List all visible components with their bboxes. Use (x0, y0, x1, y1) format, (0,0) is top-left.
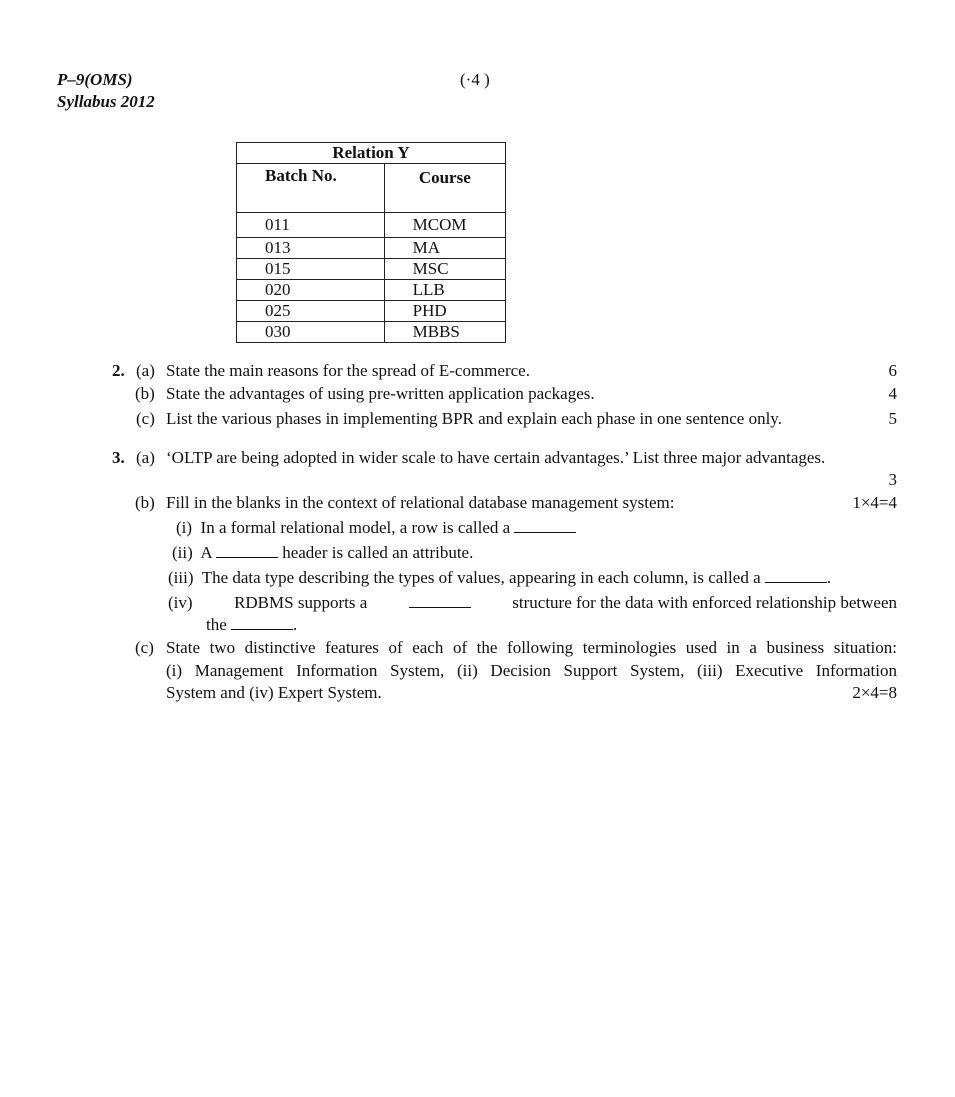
q2b-marks: 4 (888, 384, 897, 403)
question-number: 2. (112, 361, 125, 380)
q3b-label: (b) (135, 493, 155, 512)
batch-no-cell: 011 (237, 213, 385, 238)
q2b-label: (b) (135, 384, 155, 403)
q3c-text-line3: System and (iv) Expert System. (166, 683, 382, 702)
column-header: Course (384, 164, 505, 213)
table-title: Relation Y (237, 143, 506, 164)
batch-no-cell: 020 (237, 280, 385, 301)
q3a-marks: 3 (888, 470, 897, 489)
course-cell: PHD (384, 301, 505, 322)
table-row (237, 259, 506, 280)
q2c-label: (c) (136, 409, 155, 428)
column-header: Batch No. (237, 164, 385, 213)
batch-no-cell: 013 (237, 238, 385, 259)
blank-item: (iv) RDBMS supports a structure for the data with enforced relationship between (168, 593, 897, 612)
batch-no-cell: 025 (237, 301, 385, 322)
page-number: (·4 ) (460, 70, 490, 89)
table-row (237, 213, 506, 238)
blank-item-continued: the . (206, 615, 298, 634)
syllabus-year: Syllabus 2012 (57, 92, 155, 111)
question-number: 3. (112, 448, 125, 467)
course-cell: MCOM (384, 213, 505, 238)
q3c-text-line1: State two distinctive features of each of the following terminologies used in a business situation: (166, 638, 897, 657)
q2a-marks: 6 (888, 361, 897, 380)
blank-item: (ii) A header is called an attribute. (172, 543, 474, 562)
course-cell: LLB (384, 280, 505, 301)
q3c-text-line2: (i) Management Information System, (ii) Decision Support System, (iii) Executive Information (166, 661, 897, 680)
course-cell: MSC (384, 259, 505, 280)
relation-y-table (236, 142, 506, 343)
q2a-label: (a) (136, 361, 155, 380)
blank-item: (iii) The data type describing the types of values, appearing in each column, is called a . (168, 568, 832, 587)
batch-no-cell: 015 (237, 259, 385, 280)
course-cell: MA (384, 238, 505, 259)
q2c-text: List the various phases in implementing BPR and explain each phase in one sentence only. (166, 409, 782, 428)
table-row (237, 280, 506, 301)
q3c-marks: 2×4=8 (852, 683, 897, 702)
q3b-marks: 1×4=4 (852, 493, 897, 512)
paper-code: P–9(OMS) (57, 70, 133, 89)
table-row (237, 301, 506, 322)
q3b-text: Fill in the blanks in the context of relational database management system: (166, 493, 675, 512)
q3a-text: ‘OLTP are being adopted in wider scale to have certain advantages.’ List three major advantages. (166, 448, 826, 467)
q3c-label: (c) (135, 638, 154, 657)
q3a-label: (a) (136, 448, 155, 467)
q2b-text: State the advantages of using pre-written application packages. (166, 384, 595, 403)
course-cell: MBBS (384, 322, 505, 343)
table-row (237, 238, 506, 259)
table-row (237, 322, 506, 343)
q2c-marks: 5 (888, 409, 897, 428)
blank-item: (i) In a formal relational model, a row is called a (176, 518, 576, 538)
q2a-text: State the main reasons for the spread of E-commerce. (166, 361, 530, 380)
batch-no-cell: 030 (237, 322, 385, 343)
